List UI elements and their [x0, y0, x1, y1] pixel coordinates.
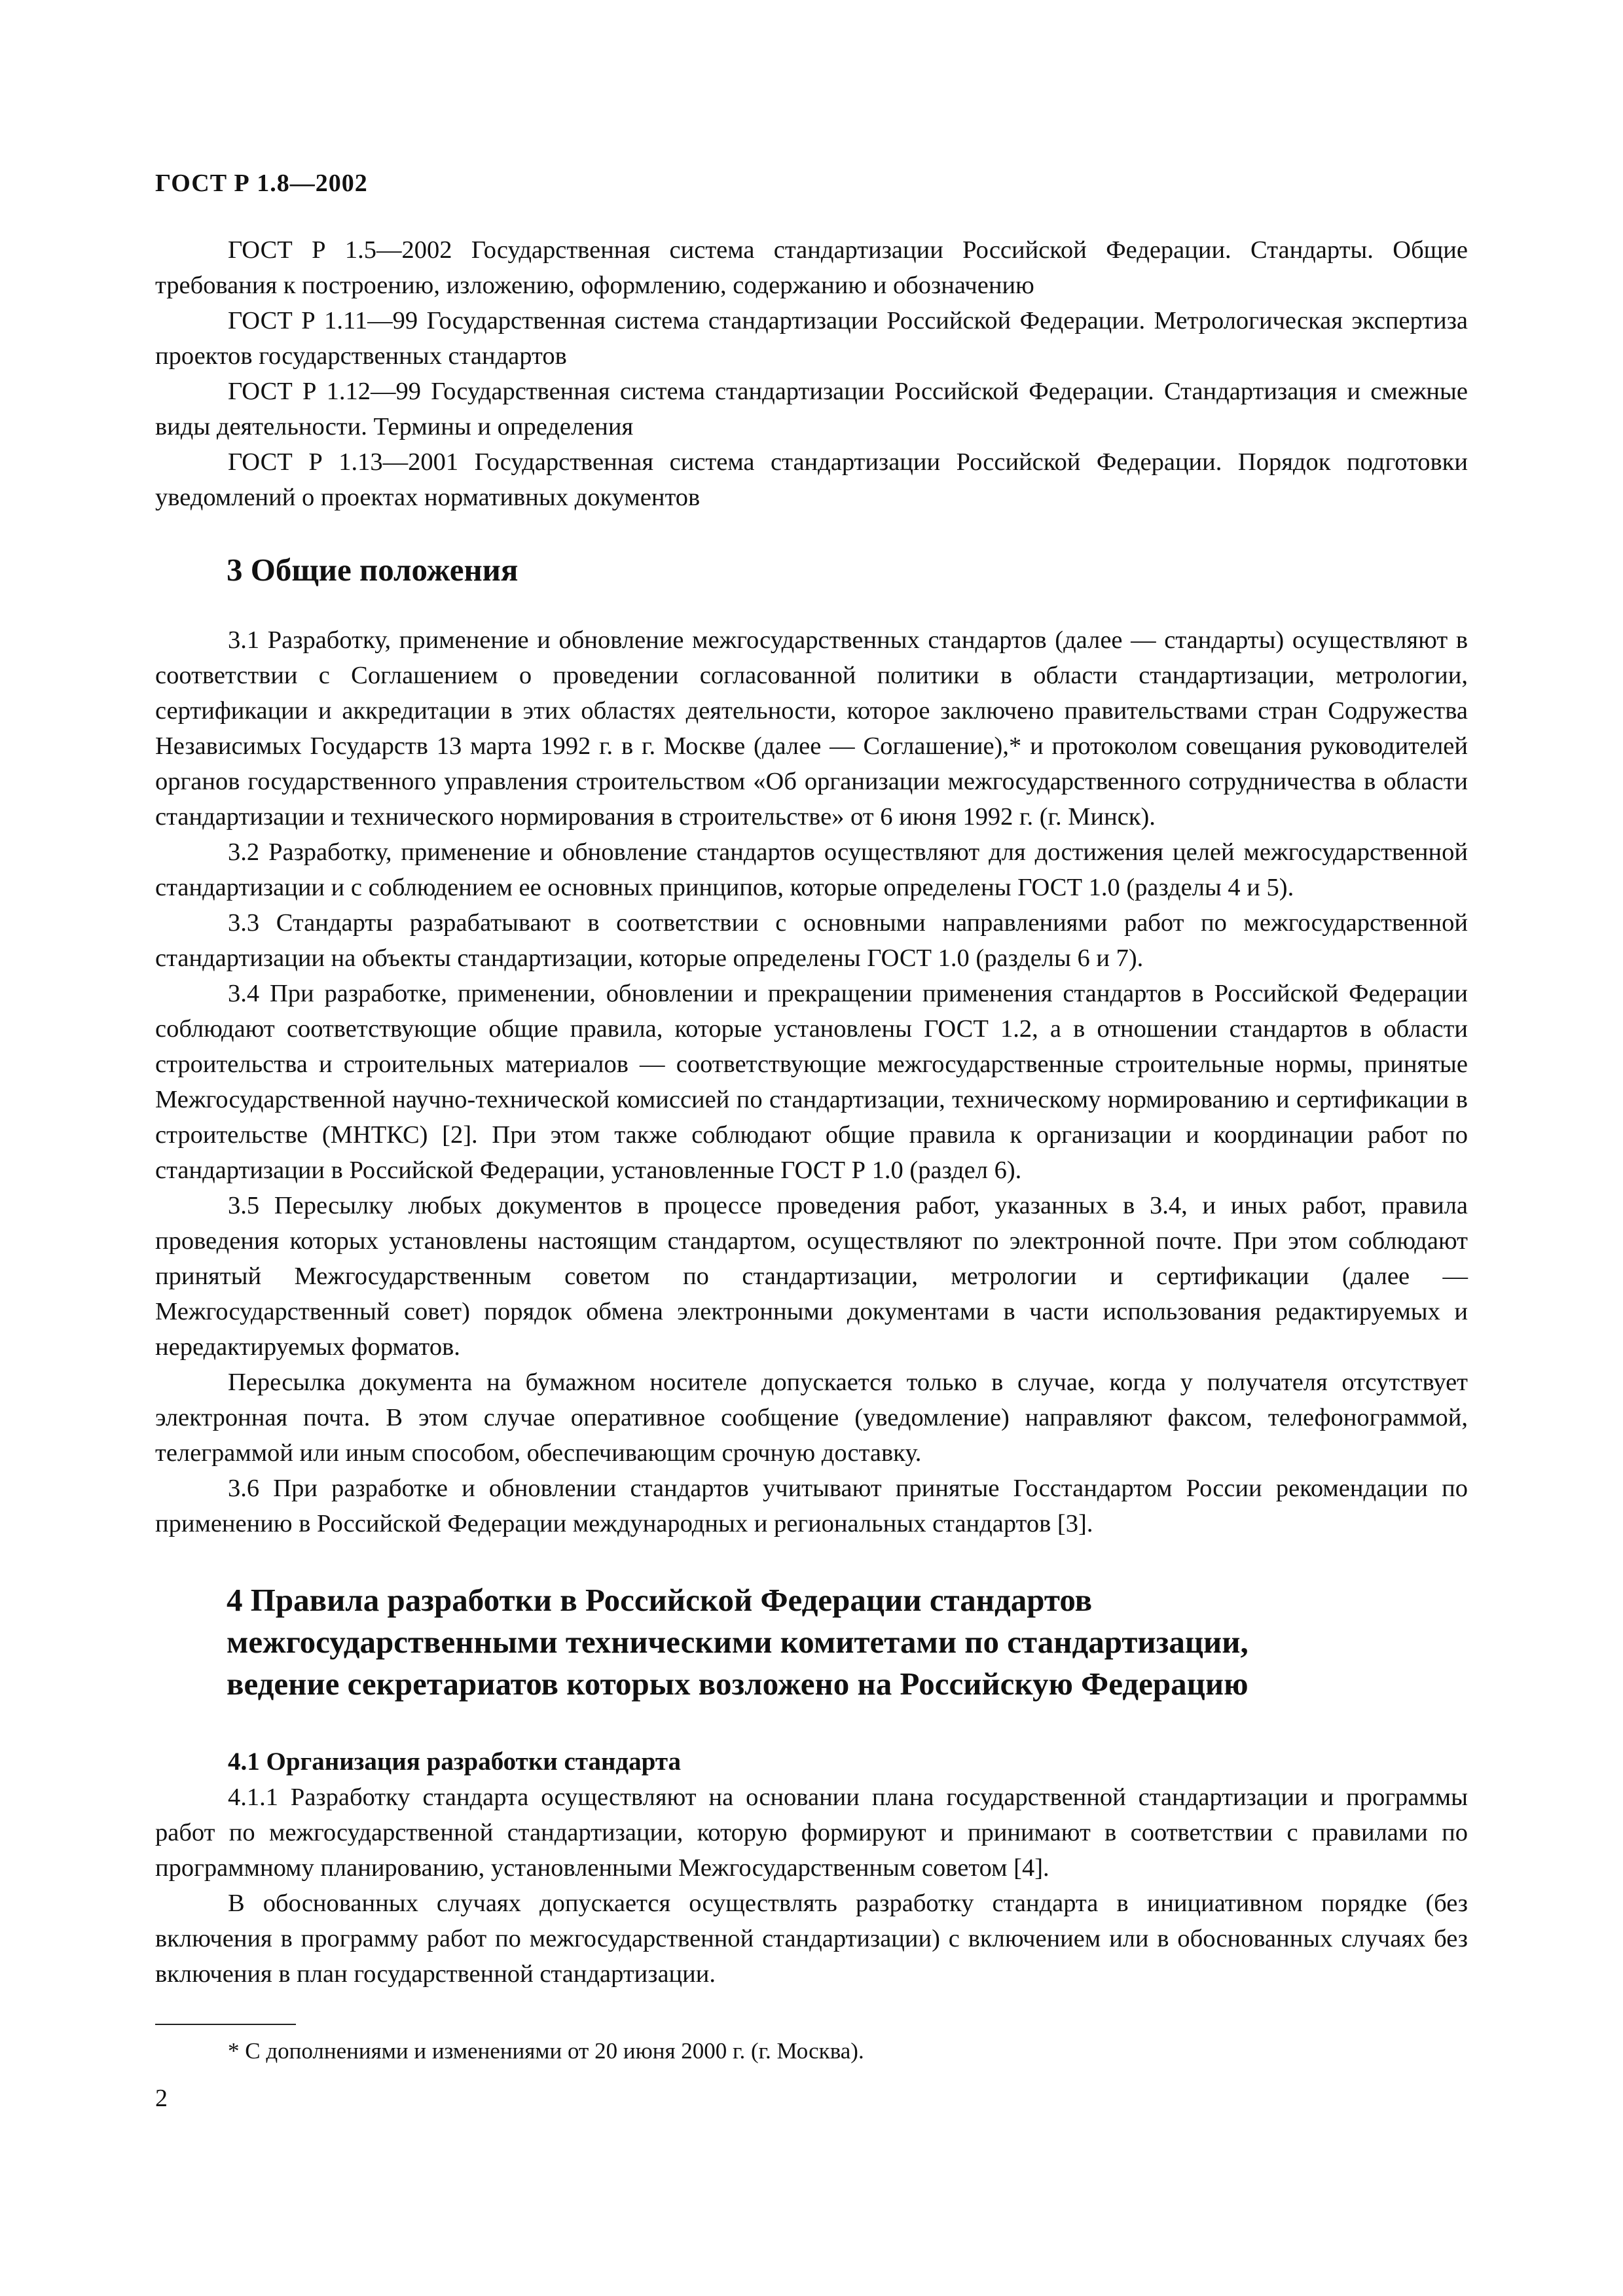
- section-3-content: [155, 622, 1468, 1541]
- document-body: [155, 232, 1468, 1992]
- paragraph-3-1: 3.1 Разработку, применение и обновление межгосударственных стандартов (далее — стандарты) осуществляют в соответствии с Соглашением о проведении согласованной политики в области стандартизации, метрологии, сертификации и аккредитации в этих областях деятельности, которое заключено правительствами стран Содружества Независимых Государств 13 марта 1992 г. в г. Москве (далее — Соглашение),* и протоколом совещания руководителей органов государственного управления строительством «Об организации межгосударственного сотрудничества в области стандартизации и технического нормирования в строительстве» от 6 июня 1992 г. (г. Минск).: [155, 626, 1468, 831]
- section-4-heading-line: 4 Правила разработки в Российской Федерации стандартов: [227, 1582, 1093, 1618]
- paragraph-3-5: 3.5 Пересылку любых документов в процессе проведения работ, указанных в 3.4, и иных работ, правила проведения которых установлены настоящим стандартом, осуществляют по электронной почте. При этом соблюдают принятый Межгосударственным советом по стандартизации, метрологии и сертификации (далее — Межгосударственный совет) порядок обмена электронными документами в части использования редактируемых и нередактируемых форматов.: [155, 1192, 1468, 1361]
- running-head: ГОСТ Р 1.8—2002: [155, 170, 368, 197]
- section-4-heading-line: межгосударственными техническими комитетами по стандартизации,: [227, 1624, 1249, 1660]
- paragraph-3-4: 3.4 При разработке, применении, обновлении и прекращении применения стандартов в Российской Федерации соблюдают соответствующие общие правила, которые установлены ГОСТ 1.2, а в отношении стандартов в области строительства и строительных материалов — соответствующие межгосударственные строительные нормы, принятые Межгосударственной научно-технической комиссией по стандартизации, техническому нормированию и сертификации в строительстве (МНТКС) [2]. При этом также соблюдают общие правила к организации и координации работ по стандартизации в Российской Федерации, установленные ГОСТ Р 1.0 (раздел 6).: [155, 980, 1468, 1184]
- reference-item: ГОСТ Р 1.5—2002 Государственная система стандартизации Российской Федерации. Стандарты. Общие требования к построению, изложению, оформлению, содержанию и обозначению: [155, 236, 1468, 299]
- reference-item: ГОСТ Р 1.12—99 Государственная система стандартизации Российской Федерации. Стандартизация и смежные виды деятельности. Термины и определения: [155, 378, 1468, 440]
- section-3-heading: 3 Общие положения: [227, 552, 519, 588]
- reference-item: ГОСТ Р 1.11—99 Государственная система стандартизации Российской Федерации. Метрологическая экспертиза проектов государственных стандартов: [155, 307, 1468, 370]
- page-number: 2: [155, 2085, 168, 2112]
- paragraph-3-3: 3.3 Стандарты разрабатывают в соответствии с основными направлениями работ по межгосударственной стандартизации на объекты стандартизации, которые определены ГОСТ 1.0 (разделы 6 и 7).: [155, 909, 1468, 972]
- paragraph-3-2: 3.2 Разработку, применение и обновление стандартов осуществляют для достижения целей межгосударственной стандартизации и с соблюдением ее основных принципов, которые определены ГОСТ 1.0 (разделы 4 и 5).: [155, 838, 1468, 901]
- paragraph-3-6: 3.6 При разработке и обновлении стандартов учитывают принятые Госстандартом России рекомендации по применению в Российской Федерации международных и региональных стандартов [3].: [155, 1475, 1468, 1537]
- section-4-heading-line: ведение секретариатов которых возложено на Российскую Федерацию: [227, 1666, 1249, 1702]
- normative-references: [155, 232, 1468, 515]
- paragraph-4-1-1-continued: В обоснованных случаях допускается осуществлять разработку стандарта в инициативном порядке (без включения в программу работ по межгосударственной стандартизации) с включением или в обоснованных случаях без включения в план государственной стандартизации.: [155, 1890, 1468, 1988]
- subsection-4-1-heading: 4.1 Организация разработки стандарта: [228, 1748, 681, 1776]
- paragraph-3-5-continued: Пересылка документа на бумажном носителе допускается только в случае, когда у получателя отсутствует электронная почта. В этом случае оперативное сообщение (уведомление) направляют факсом, телефонограммой, телеграммой или иным способом, обеспечивающим срочную доставку.: [155, 1369, 1468, 1467]
- footnote-divider: [155, 2024, 296, 2025]
- reference-item: ГОСТ Р 1.13—2001 Государственная система стандартизации Российской Федерации. Порядок подготовки уведомлений о проектах нормативных документов: [155, 448, 1468, 511]
- paragraph-4-1-1: 4.1.1 Разработку стандарта осуществляют на основании плана государственной стандартизации и программы работ по межгосударственной стандартизации, которую формируют и принимают в соответствии с правилами по программному планированию, установленными Межгосударственным советом [4].: [155, 1784, 1468, 1882]
- section-4-content: [155, 1780, 1468, 1992]
- section-4-heading: [227, 1579, 1468, 1705]
- footnote: * С дополнениями и изменениями от 20 июня 2000 г. (г. Москва).: [228, 2038, 864, 2064]
